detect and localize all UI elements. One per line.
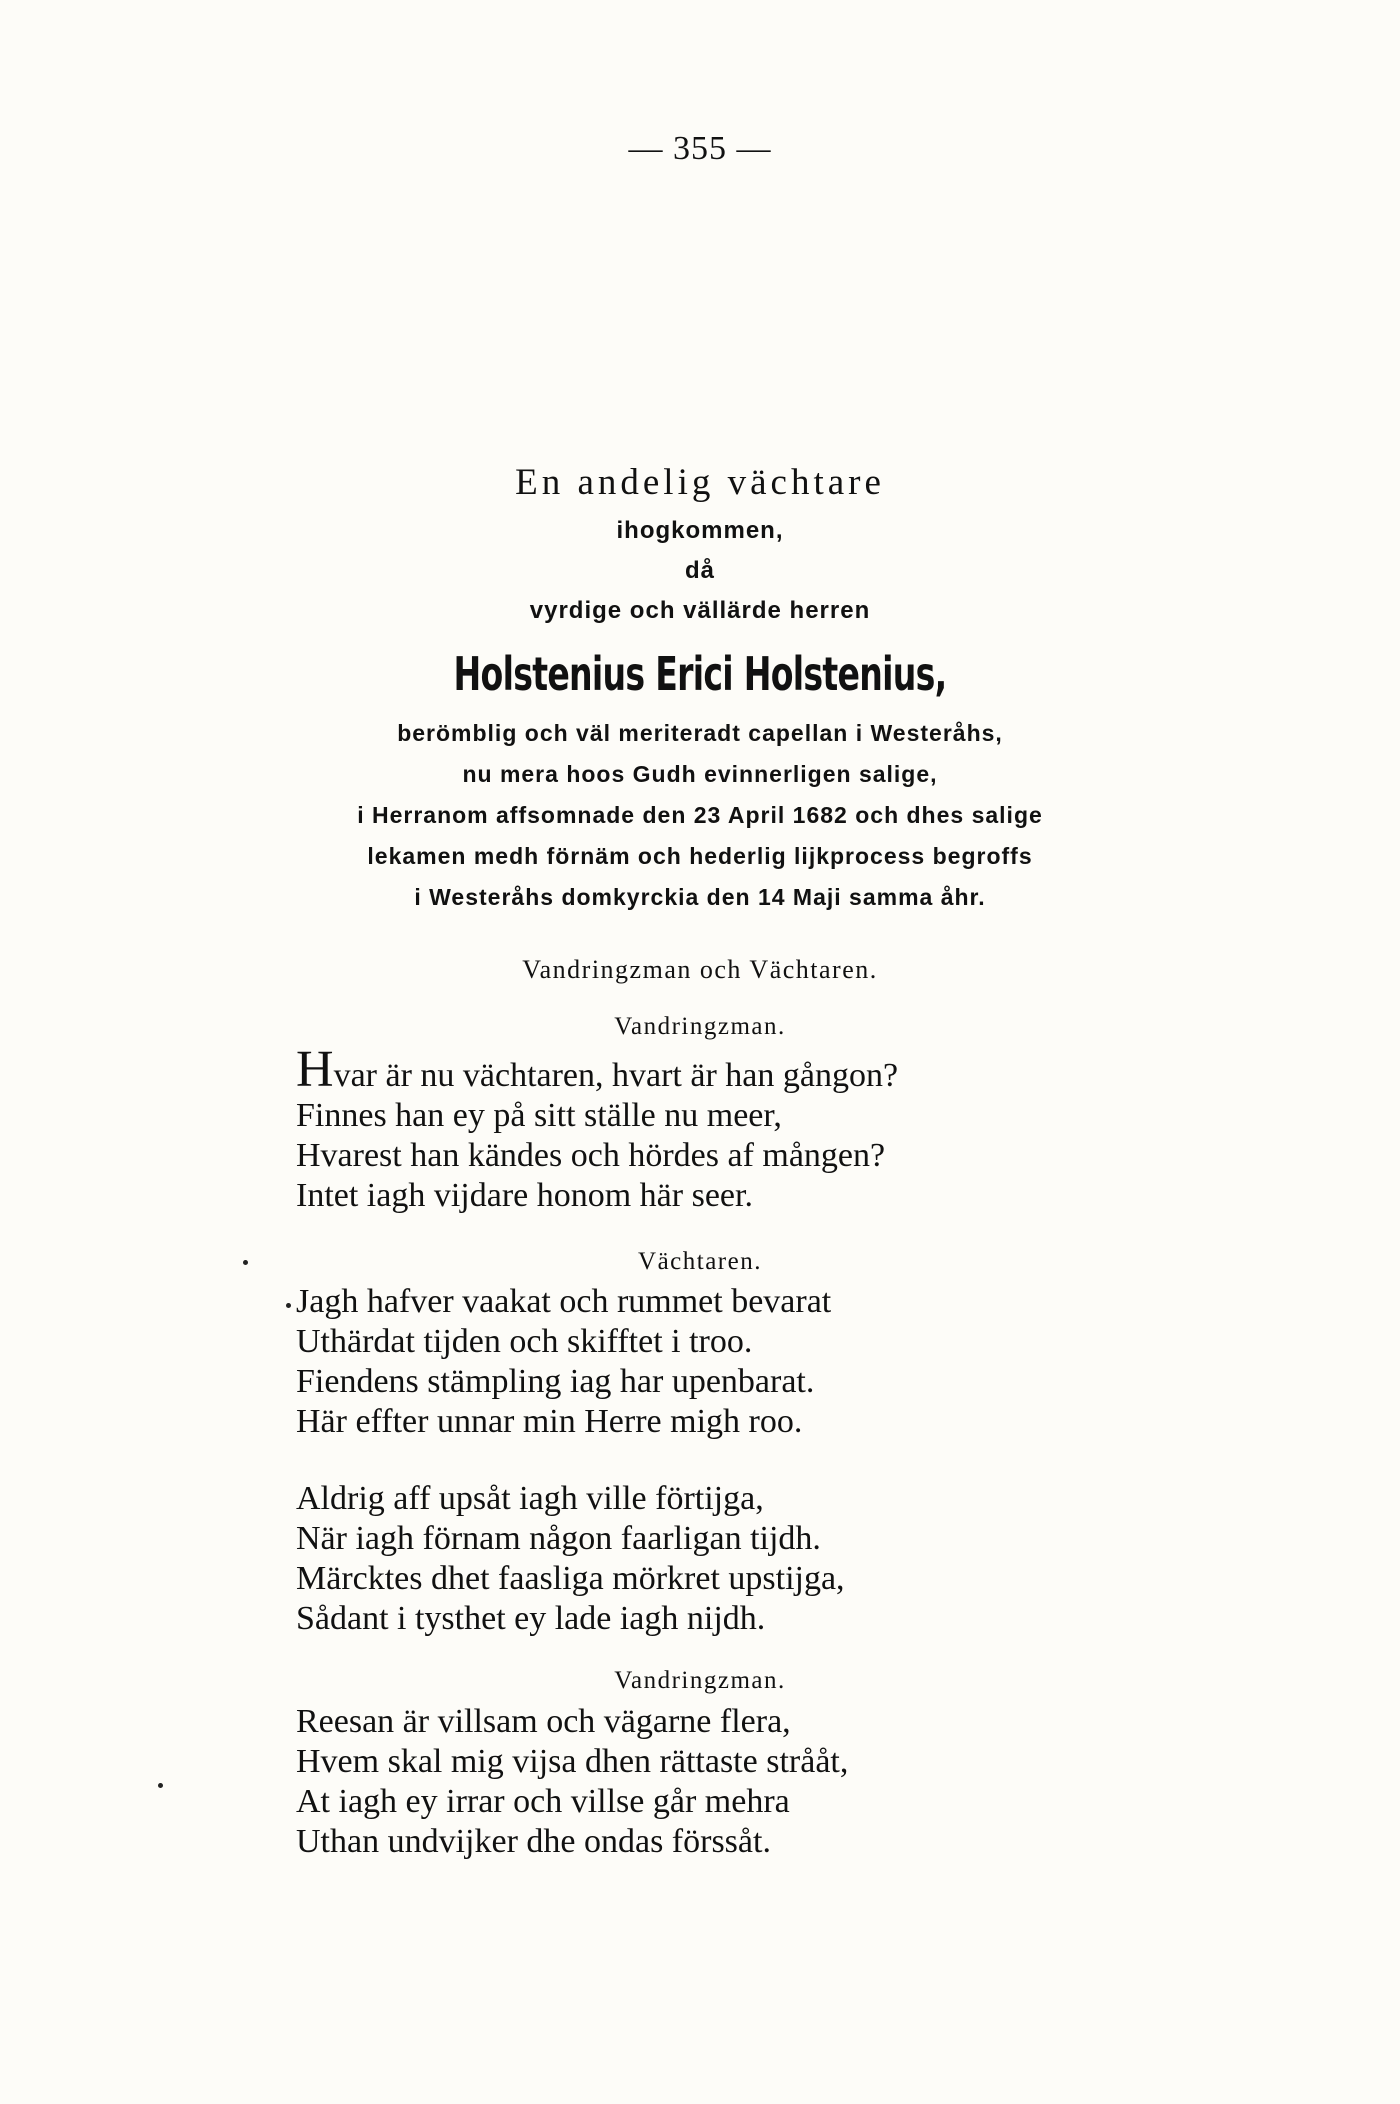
verse-line: Fiendens stämpling iag har upenbarat. xyxy=(296,1363,815,1400)
verse-line: När iagh förnam någon faarligan tijdh. xyxy=(296,1520,821,1557)
dialog-heading: Vandringzman och Vächtaren. xyxy=(522,955,878,984)
verse-line: Sådant i tysthet ey lade iagh nijdh. xyxy=(296,1600,766,1637)
verse-line xyxy=(296,1041,1196,1098)
verse-line: Reesan är villsam och vägarne flera, xyxy=(296,1703,791,1740)
description-line: nu mera hoos Gudh evinnerligen salige, xyxy=(462,761,938,787)
verse-line: Här effter unnar min Herre migh roo. xyxy=(296,1403,803,1440)
print-speck xyxy=(286,1303,291,1308)
print-speck xyxy=(158,1783,163,1788)
description-line: lekamen medh förnäm och hederlig lijkprocess begroffs xyxy=(367,843,1033,869)
verse-line: Hvem skal mig vijsa dhen rättaste strååt, xyxy=(296,1743,849,1780)
poem-heading xyxy=(0,455,1400,918)
description-line: i Westeråhs domkyrckia den 14 Maji samma åhr. xyxy=(414,884,986,910)
verse-line: Uthärdat tijden och skifftet i troo. xyxy=(296,1323,753,1360)
verse-line: Jagh hafver vaakat och rummet bevarat xyxy=(296,1283,832,1320)
speaker-label: Vächtaren. xyxy=(638,1248,762,1275)
verse-line: Hvarest han kändes och hördes af mången? xyxy=(296,1137,886,1174)
verse-line: At iagh ey irrar och villse går mehra xyxy=(296,1783,790,1820)
drop-cap: H xyxy=(296,1041,334,1098)
description-line: berömblig och väl meriteradt capellan i Westeråhs, xyxy=(397,720,1003,746)
stanza xyxy=(296,1041,1196,1216)
verse-line: Märcktes dhet faasliga mörkret upstijga, xyxy=(296,1560,845,1597)
page-number: — 355 — xyxy=(628,130,772,167)
stanza xyxy=(296,1702,1196,1862)
speaker-label: Vandringzman. xyxy=(614,1013,786,1040)
heading-line-2: då xyxy=(684,557,715,584)
heading-line-1: ihogkommen, xyxy=(616,517,784,544)
print-speck xyxy=(243,1260,248,1265)
verse-line: Intet iagh vijdare honom här seer. xyxy=(296,1177,753,1214)
stanza xyxy=(296,1282,1196,1442)
description-line: i Herranom affsomnade den 23 April 1682 och dhes salige xyxy=(357,802,1043,828)
poem-title: En andelig vächtare xyxy=(515,462,885,503)
verse-line: Uthan undvijker dhe ondas förssåt. xyxy=(296,1823,771,1860)
verse-line: Finnes han ey på sitt ställe nu meer, xyxy=(296,1097,782,1134)
stanza xyxy=(296,1479,1196,1639)
verse-line: Aldrig aff upsåt iagh ville förtijga, xyxy=(296,1480,764,1517)
verse-text: var är nu vächtaren, hvart är han gångon? xyxy=(333,1057,899,1094)
speaker-label: Vandringzman. xyxy=(614,1667,786,1694)
deceased-name: Holstenius Erici Holstenius, xyxy=(453,647,947,701)
heading-line-3: vyrdige och vällärde herren xyxy=(529,597,871,624)
